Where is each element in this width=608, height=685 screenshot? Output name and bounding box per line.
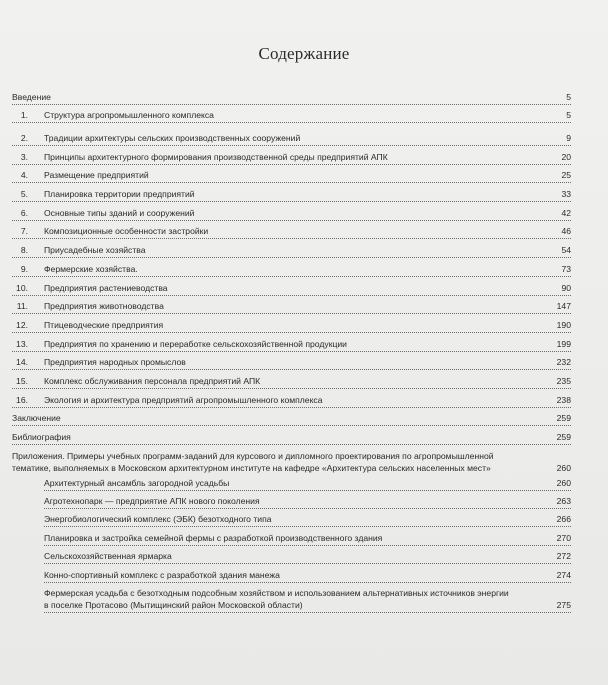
toc-entry-text: Размещение предприятий (44, 170, 149, 180)
toc-entry-number: 16. (16, 395, 28, 405)
toc-page-number: 272 (556, 551, 571, 561)
toc-entry-text: Планировка и застройка семейной фермы с разработкой производственного здания (44, 533, 383, 543)
toc-entry-ch2[interactable] (0, 126, 608, 146)
toc-entry-text: Конно-спортивный комплекс с разработкой здания манежа (44, 570, 280, 580)
toc-page-number: 263 (556, 496, 571, 506)
toc-entry-ch11[interactable] (0, 294, 608, 314)
toc-page-number: 33 (561, 189, 571, 199)
toc-page-number: 260 (556, 463, 571, 473)
toc-entry-text: Фермерские хозяйства. (44, 264, 138, 274)
toc-entry-ch9[interactable] (0, 257, 608, 277)
toc-page-number: 46 (561, 226, 571, 236)
toc-entry-bibliography[interactable] (0, 425, 608, 445)
toc-entry-number: 5. (20, 189, 28, 199)
toc-entry-text: Энергобиологический комплекс (ЭБК) безотходного типа (44, 514, 272, 524)
toc-entry-app5[interactable] (0, 544, 608, 564)
toc-entry-number: 1. (20, 110, 28, 120)
toc-entry-number: 15. (16, 376, 28, 386)
toc-entry-ch1[interactable] (0, 103, 608, 123)
toc-entry-ch8[interactable] (0, 238, 608, 258)
toc-entry-app3[interactable] (0, 507, 608, 527)
toc-entry-number: 9. (20, 264, 28, 274)
toc-entry-text: Введение (12, 92, 51, 102)
toc-entry-number: 7. (20, 226, 28, 236)
toc-page-number: 235 (556, 376, 571, 386)
page-title: Содержание (258, 44, 350, 63)
toc-page-number: 5 (566, 110, 571, 120)
toc-entry-number: 3. (20, 152, 28, 162)
toc-entry-text: Структура агропромышленного комплекса (44, 110, 214, 120)
toc-entry-text: Архитектурный ансамбль загородной усадьбы (44, 478, 230, 488)
toc-page-number: 259 (556, 413, 571, 423)
toc-entry-number: 4. (20, 170, 28, 180)
dotted-divider (44, 612, 571, 613)
toc-page-number: 238 (556, 395, 571, 405)
toc-entry-number: 12. (16, 320, 28, 330)
toc-entry-text: Предприятия животноводства (44, 301, 164, 311)
toc-entry-conclusion[interactable] (0, 406, 608, 426)
toc-page-number: 199 (556, 339, 571, 349)
toc-entry-ch4[interactable] (0, 163, 608, 183)
toc-entry-text: Птицеводческие предприятия (44, 320, 164, 330)
toc-page-number: 73 (561, 264, 571, 274)
toc-entry-text: Предприятия растениеводства (44, 283, 168, 293)
toc-entry-ch7[interactable] (0, 219, 608, 239)
toc-entry-text: Предприятия народных промыслов (44, 357, 186, 367)
toc-page-number: 275 (556, 600, 571, 610)
toc-entry-app1[interactable] (0, 471, 608, 491)
toc-page-number: 266 (556, 514, 571, 524)
toc-entry-app7[interactable] (0, 581, 608, 613)
toc-entry-intro[interactable] (0, 85, 608, 105)
toc-page-number: 5 (566, 92, 571, 102)
toc-entry-text-line2: тематике, выполняемых в Московском архитектурном институте на кафедре «Архитектура сельских населенных мест» (12, 463, 491, 473)
dotted-divider (12, 122, 571, 123)
toc-entry-ch3[interactable] (0, 145, 608, 165)
toc-page-number: 9 (566, 133, 571, 143)
toc-entry-ch16[interactable] (0, 388, 608, 408)
toc-entry-text-line1: Приложения. Примеры учебных программ-заданий для курсового и дипломного проектирования по агропромышленной (12, 451, 494, 461)
toc-entry-text: Планировка территории предприятий (44, 189, 195, 199)
toc-entry-text: Агротехнопарк — предприятие АПК нового поколения (44, 496, 260, 506)
toc-entry-text: Заключение (12, 413, 61, 423)
toc-page-number: 20 (561, 152, 571, 162)
toc-entry-ch14[interactable] (0, 350, 608, 370)
toc-page-number: 147 (556, 301, 571, 311)
toc-entry-number: 6. (20, 208, 28, 218)
toc-entry-text: Композиционные особенности застройки (44, 226, 209, 236)
toc-entry-app2[interactable] (0, 489, 608, 509)
toc-entry-text: Библиография (12, 432, 71, 442)
toc-entry-text: Сельскохозяйственная ярмарка (44, 551, 172, 561)
toc-entry-text: Основные типы зданий и сооружений (44, 208, 195, 218)
toc-page-number: 90 (561, 283, 571, 293)
toc-page-number: 190 (556, 320, 571, 330)
toc-entry-number: 8. (20, 245, 28, 255)
toc-page-number: 270 (556, 533, 571, 543)
toc-entry-number: 11. (16, 301, 28, 311)
toc-entry-text: Экология и архитектура предприятий агропромышленного комплекса (44, 395, 323, 405)
toc-entry-number: 13. (16, 339, 28, 349)
toc-entry-app4[interactable] (0, 526, 608, 546)
toc-entry-text: Предприятия по хранению и переработке сельскохозяйственной продукции (44, 339, 347, 349)
toc-page-number: 54 (561, 245, 571, 255)
toc-entry-ch13[interactable] (0, 332, 608, 352)
toc-entry-number: 2. (20, 133, 28, 143)
toc-entry-text-line2: в поселке Протасово (Мытищинский район Московской области) (44, 600, 303, 610)
toc-page-number: 260 (556, 478, 571, 488)
toc-entry-ch10[interactable] (0, 276, 608, 296)
toc-entry-ch15[interactable] (0, 369, 608, 389)
toc-entry-ch12[interactable] (0, 313, 608, 333)
toc-entry-text: Приусадебные хозяйства (44, 245, 146, 255)
toc-entry-ch6[interactable] (0, 201, 608, 221)
toc-entry-number: 14. (16, 357, 28, 367)
toc-entry-ch5[interactable] (0, 182, 608, 202)
toc-entry-text: Комплекс обслуживания персонала предприятий АПК (44, 376, 261, 386)
toc-page-number: 232 (556, 357, 571, 367)
toc-entry-number: 10. (16, 283, 28, 293)
toc-entry-text-line1: Фермерская усадьба с безотходным подсобным хозяйством и использованием альтернативных источников энергии (44, 588, 509, 598)
toc-entry-text: Традиции архитектуры сельских производственных сооружений (44, 133, 301, 143)
toc-page-number: 25 (561, 170, 571, 180)
toc-entry-text: Принципы архитектурного формирования производственной среды предприятий АПК (44, 152, 388, 162)
toc-page-number: 259 (556, 432, 571, 442)
toc-entry-app6[interactable] (0, 563, 608, 583)
toc-page-number: 274 (556, 570, 571, 580)
toc-page-number: 42 (561, 208, 571, 218)
